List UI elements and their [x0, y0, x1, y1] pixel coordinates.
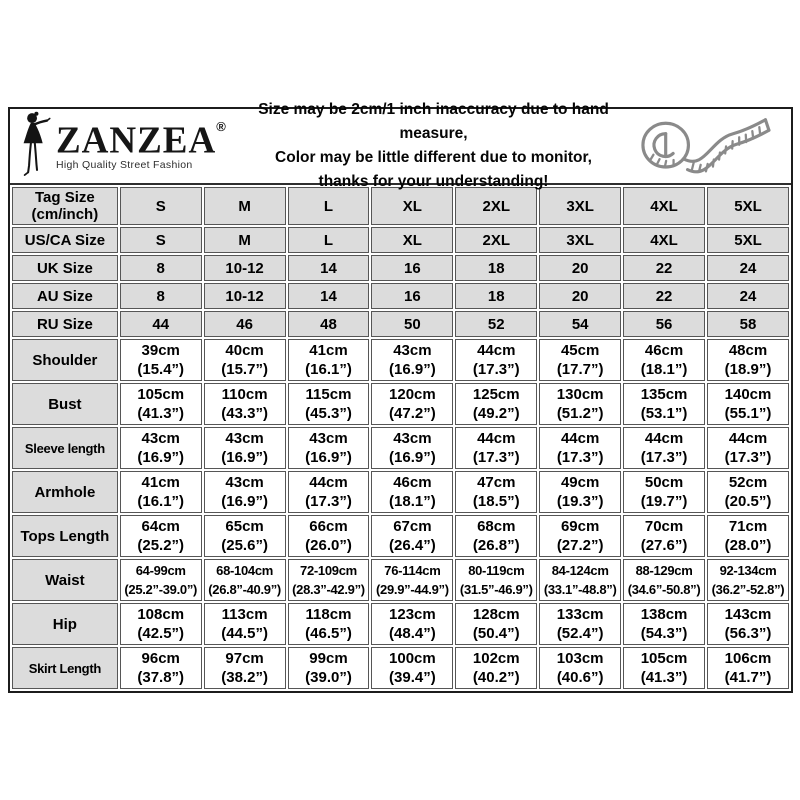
- size-cell: 44cm (17.3”): [623, 427, 705, 469]
- size-cell: 128cm (50.4”): [455, 603, 537, 645]
- measuring-tape-icon: [621, 111, 783, 181]
- table-row: [12, 339, 789, 381]
- size-cell: 43cm (16.9”): [288, 427, 370, 469]
- size-cell: XL: [371, 187, 453, 225]
- table-row: [12, 311, 789, 337]
- row-label: Sleeve length: [12, 427, 118, 469]
- size-cell: 46: [204, 311, 286, 337]
- size-chart-frame: [8, 100, 793, 693]
- size-cell: 105cm (41.3”): [623, 647, 705, 689]
- size-cell: 8: [120, 283, 202, 309]
- size-cell: 138cm (54.3”): [623, 603, 705, 645]
- size-cell: 5XL: [707, 227, 789, 253]
- size-cell: 106cm (41.7”): [707, 647, 789, 689]
- size-cell: 44: [120, 311, 202, 337]
- size-cell: 18: [455, 283, 537, 309]
- table-row: [12, 515, 789, 557]
- size-cell: 84-124cm (33.1”-48.8”): [539, 559, 621, 601]
- size-cell: 3XL: [539, 227, 621, 253]
- size-cell: XL: [371, 227, 453, 253]
- size-cell: 92-134cm (36.2”-52.8”): [707, 559, 789, 601]
- table-row: [12, 559, 789, 601]
- size-cell: 41cm (16.1”): [120, 471, 202, 513]
- size-cell: 71cm (28.0”): [707, 515, 789, 557]
- size-cell: 118cm (46.5”): [288, 603, 370, 645]
- row-label: Waist: [12, 559, 118, 601]
- size-cell: 50cm (19.7”): [623, 471, 705, 513]
- row-label: UK Size: [12, 255, 118, 281]
- size-cell: 100cm (39.4”): [371, 647, 453, 689]
- size-cell: 50: [371, 311, 453, 337]
- size-cell: L: [288, 187, 370, 225]
- size-cell: 140cm (55.1”): [707, 383, 789, 425]
- size-cell: 22: [623, 255, 705, 281]
- table-row: [12, 427, 789, 469]
- size-cell: 64cm (25.2”): [120, 515, 202, 557]
- size-cell: 120cm (47.2”): [371, 383, 453, 425]
- size-cell: 43cm (16.9”): [204, 427, 286, 469]
- size-cell: 133cm (52.4”): [539, 603, 621, 645]
- size-cell: 135cm (53.1”): [623, 383, 705, 425]
- size-cell: 24: [707, 283, 789, 309]
- size-cell: 48cm (18.9”): [707, 339, 789, 381]
- size-cell: 14: [288, 255, 370, 281]
- table-row: [12, 255, 789, 281]
- size-cell: 22: [623, 283, 705, 309]
- table-row: [12, 603, 789, 645]
- size-cell: 2XL: [455, 187, 537, 225]
- size-cell: 96cm (37.8”): [120, 647, 202, 689]
- size-cell: 44cm (17.3”): [288, 471, 370, 513]
- size-cell: 115cm (45.3”): [288, 383, 370, 425]
- size-cell: 99cm (39.0”): [288, 647, 370, 689]
- brand-name: ZANZEA: [56, 118, 217, 162]
- size-cell: 69cm (27.2”): [539, 515, 621, 557]
- size-cell: 39cm (15.4”): [120, 339, 202, 381]
- size-cell: 20: [539, 255, 621, 281]
- row-label: Tag Size (cm/inch): [12, 187, 118, 225]
- brand-band: [10, 100, 791, 191]
- size-cell: 14: [288, 283, 370, 309]
- size-cell: 46cm (18.1”): [371, 471, 453, 513]
- size-cell: 47cm (18.5”): [455, 471, 537, 513]
- size-cell: M: [204, 187, 286, 225]
- size-table-body: [12, 187, 789, 689]
- row-label: Skirt Length: [12, 647, 118, 689]
- size-cell: 40cm (15.7”): [204, 339, 286, 381]
- size-cell: 97cm (38.2”): [204, 647, 286, 689]
- brand-tagline: High Quality Street Fashion: [56, 158, 193, 171]
- size-cell: 24: [707, 255, 789, 281]
- size-cell: 113cm (44.5”): [204, 603, 286, 645]
- table-row: [12, 471, 789, 513]
- size-disclaimer-text: [250, 98, 621, 194]
- size-cell: 125cm (49.2”): [455, 383, 537, 425]
- size-cell: S: [120, 227, 202, 253]
- size-cell: 88-129cm (34.6”-50.8”): [623, 559, 705, 601]
- woman-silhouette-icon: [18, 111, 54, 182]
- size-cell: 103cm (40.6”): [539, 647, 621, 689]
- size-cell: 49cm (19.3”): [539, 471, 621, 513]
- size-cell: 18: [455, 255, 537, 281]
- size-cell: 44cm (17.3”): [539, 427, 621, 469]
- size-cell: 10-12: [204, 255, 286, 281]
- size-cell: 46cm (18.1”): [623, 339, 705, 381]
- size-cell: 54: [539, 311, 621, 337]
- size-cell: 3XL: [539, 187, 621, 225]
- size-cell: 72-109cm (28.3”-42.9”): [288, 559, 370, 601]
- brand-logo: [18, 111, 250, 182]
- size-cell: 80-119cm (31.5”-46.9”): [455, 559, 537, 601]
- row-label: AU Size: [12, 283, 118, 309]
- size-cell: 48: [288, 311, 370, 337]
- size-cell: 70cm (27.6”): [623, 515, 705, 557]
- size-cell: 123cm (48.4”): [371, 603, 453, 645]
- size-cell: 10-12: [204, 283, 286, 309]
- size-cell: 16: [371, 283, 453, 309]
- disclaimer-line-3: thanks for your understanding!: [318, 173, 549, 191]
- size-cell: 56: [623, 311, 705, 337]
- row-label: Tops Length: [12, 515, 118, 557]
- disclaimer-line-1: Size may be 2cm/1 inch inaccuracy due to hand measure,: [258, 100, 609, 142]
- size-cell: 64-99cm (25.2”-39.0”): [120, 559, 202, 601]
- size-cell: 43cm (16.9”): [371, 427, 453, 469]
- size-cell: 4XL: [623, 187, 705, 225]
- size-cell: 2XL: [455, 227, 537, 253]
- registered-trademark-mark: ®: [216, 118, 226, 134]
- size-cell: 65cm (25.6”): [204, 515, 286, 557]
- size-cell: 52: [455, 311, 537, 337]
- size-cell: 68-104cm (26.8”-40.9”): [204, 559, 286, 601]
- size-cell: M: [204, 227, 286, 253]
- size-cell: 8: [120, 255, 202, 281]
- size-cell: 67cm (26.4”): [371, 515, 453, 557]
- size-cell: 58: [707, 311, 789, 337]
- size-cell: 108cm (42.5”): [120, 603, 202, 645]
- size-cell: 68cm (26.8”): [455, 515, 537, 557]
- table-row: [12, 283, 789, 309]
- size-cell: 130cm (51.2”): [539, 383, 621, 425]
- size-cell: 105cm (41.3”): [120, 383, 202, 425]
- size-cell: 41cm (16.1”): [288, 339, 370, 381]
- size-cell: 16: [371, 255, 453, 281]
- size-cell: 4XL: [623, 227, 705, 253]
- size-cell: 43cm (16.9”): [371, 339, 453, 381]
- size-cell: 44cm (17.3”): [455, 427, 537, 469]
- size-cell: 44cm (17.3”): [455, 339, 537, 381]
- size-cell: 45cm (17.7”): [539, 339, 621, 381]
- size-cell: 143cm (56.3”): [707, 603, 789, 645]
- table-row: [12, 227, 789, 253]
- row-label: US/CA Size: [12, 227, 118, 253]
- size-cell: 52cm (20.5”): [707, 471, 789, 513]
- row-label: RU Size: [12, 311, 118, 337]
- size-cell: 43cm (16.9”): [204, 471, 286, 513]
- size-cell: 43cm (16.9”): [120, 427, 202, 469]
- row-label: Hip: [12, 603, 118, 645]
- disclaimer-line-2: Color may be little different due to monitor,: [275, 149, 592, 166]
- size-cell: 44cm (17.3”): [707, 427, 789, 469]
- table-row: [12, 383, 789, 425]
- table-row: [12, 647, 789, 689]
- size-cell: 20: [539, 283, 621, 309]
- size-cell: S: [120, 187, 202, 225]
- row-label: Bust: [12, 383, 118, 425]
- size-cell: 110cm (43.3”): [204, 383, 286, 425]
- size-cell: 76-114cm (29.9”-44.9”): [371, 559, 453, 601]
- size-cell: 102cm (40.2”): [455, 647, 537, 689]
- size-cell: 5XL: [707, 187, 789, 225]
- size-cell: L: [288, 227, 370, 253]
- size-cell: 66cm (26.0”): [288, 515, 370, 557]
- size-chart-table: [10, 185, 791, 691]
- row-label: Armhole: [12, 471, 118, 513]
- row-label: Shoulder: [12, 339, 118, 381]
